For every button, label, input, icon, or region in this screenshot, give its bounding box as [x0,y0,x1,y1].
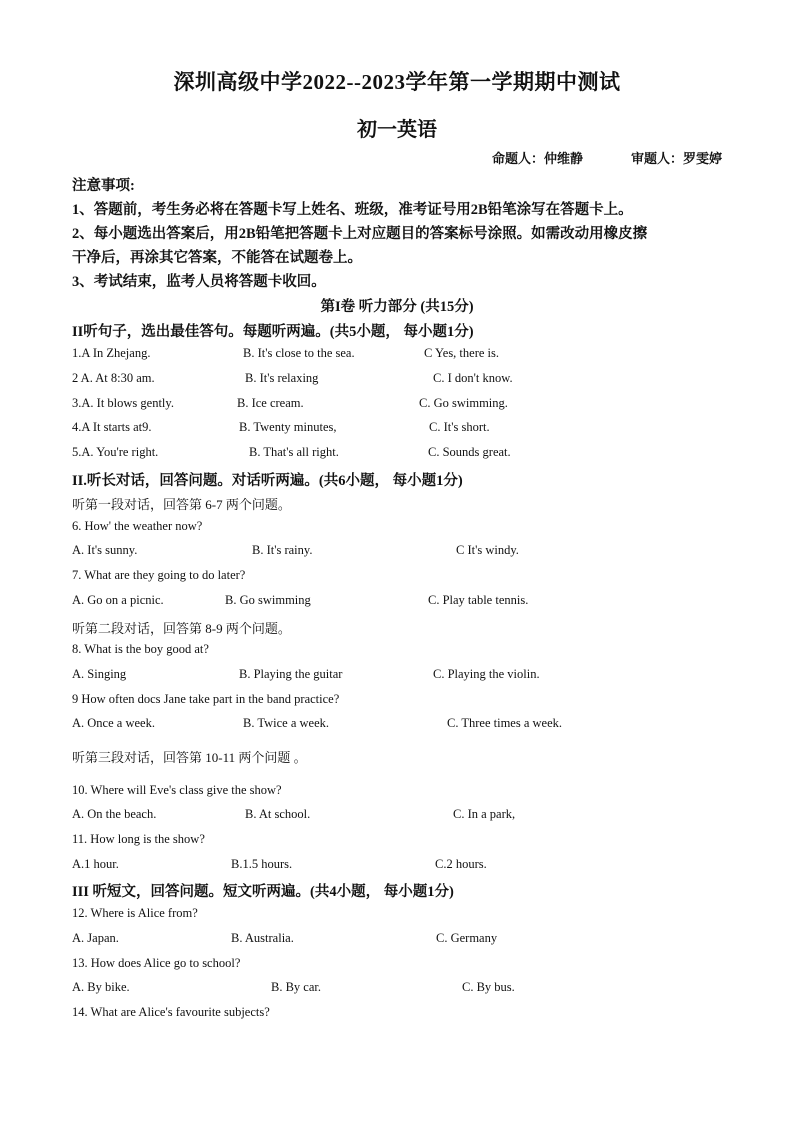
q1-option-c: C Yes, there is. [424,346,500,360]
q5-option-a: 5.A. You're right. [72,445,159,459]
reviewer-text: 审题人：罗雯婷 [630,151,722,166]
q2-option-c: C. I don't know. [433,371,513,385]
author-text: 命题人：仲维静 [491,151,583,166]
q5-option-c: C. Sounds great. [428,445,511,459]
q6-question: 6. How' the weather now? [72,519,203,533]
q3-option-c: C. Go swimming. [419,396,508,410]
exam-title: 深圳高级中学2022--2023学年第一学期期中测试 [173,70,621,94]
q6-option-c: C It's windy. [456,543,519,557]
q6-option-a: A. It's sunny. [72,543,138,557]
section1-heading: II听句子，选出最佳答句。每题听两遍。(共5小题， 每小题1分) [72,324,474,340]
q1-option-b: B. It's close to the sea. [243,346,355,360]
q5-option-b: B. That's all right. [249,445,339,459]
exam-subtitle: 初一英语 [357,119,437,141]
q10-option-c: C. In a park, [453,807,516,821]
q10-option-a: A. On the beach. [72,807,157,821]
q13-option-c: C. By bus. [462,980,515,994]
note-item-1: 1、答题前，考生务必将在答题卡写上姓名、班级，准考证号用2B铅笔涂写在答题卡上。 [72,202,633,218]
authors-line [492,148,722,167]
q7-option-a: A. Go on a picnic. [72,593,164,607]
q12-option-b: B. Australia. [231,931,294,945]
note-item-3: 3、考试结束，监考人员将答题卡收回。 [72,274,326,290]
q13-option-a: A. By bike. [72,980,130,994]
note-item-2a: 2、每小题选出答案后，用2B铅笔把答题卡上对应题目的答案标号涂照。如需改动用橡皮擦 [72,226,648,242]
q3-option-b: B. Ice cream. [237,396,304,410]
section3-heading: III 听短文，回答问题。短文听两遍。(共4小题， 每小题1分) [72,884,454,900]
q4-option-b: B. Twenty minutes, [239,420,337,434]
section2-heading: II.听长对话，回答问题。对话听两遍。(共6小题， 每小题1分) [72,473,463,489]
dialogue2-instruction: 听第二段对话，回答第 8-9 两个问题。 [72,621,291,636]
q12-option-a: A. Japan. [72,931,119,945]
q11-question: 11. How long is the show? [72,832,205,846]
q8-question: 8. What is the boy good at? [72,642,209,656]
q10-option-b: B. At school. [245,807,311,821]
q3-option-a: 3.A. It blows gently. [72,396,174,410]
q4-option-a: 4.A It starts at9. [72,420,152,434]
q4-option-c: C. It's short. [429,420,490,434]
q6-option-b: B. It's rainy. [252,543,313,557]
q9-option-c: C. Three times a week. [447,716,563,730]
q2-option-a: 2 A. At 8:30 am. [72,371,155,385]
q12-question: 12. Where is Alice from? [72,906,198,920]
q13-option-b: B. By car. [271,980,321,994]
q12-option-c: C. Germany [436,931,498,945]
q7-option-b: B. Go swimming [225,593,311,607]
q7-question: 7. What are they going to do later? [72,568,246,582]
dialogue3-instruction: 听第三段对话，回答第 10-11 两个问题 。 [72,750,307,765]
q9-question: 9 How often docs Jane take part in the band practice? [72,692,340,706]
q10-question: 10. Where will Eve's class give the show? [72,783,282,797]
q8-option-b: B. Playing the guitar [239,667,343,681]
q2-option-b: B. It's relaxing [245,371,319,385]
q13-question: 13. How does Alice go to school? [72,956,241,970]
q7-option-c: C. Play table tennis. [428,593,529,607]
notes-heading: 注意事项: [72,178,135,194]
q1-option-a: 1.A In Zhejang. [72,346,151,360]
q9-option-b: B. Twice a week. [243,716,330,730]
q11-option-c: C.2 hours. [435,857,487,871]
q11-option-b: B.1.5 hours. [231,857,293,871]
q8-option-c: C. Playing the violin. [433,667,540,681]
part1-heading: 第I卷 听力部分 (共15分) [320,299,474,315]
q11-option-a: A.1 hour. [72,857,119,871]
q9-option-a: A. Once a week. [72,716,155,730]
dialogue1-instruction: 听第一段对话，回答第 6-7 两个问题。 [72,497,291,512]
note-item-2b: 干净后，再涂其它答案，不能答在试题卷上。 [72,250,362,266]
q14-question: 14. What are Alice's favourite subjects? [72,1005,270,1019]
q8-option-a: A. Singing [72,667,127,681]
